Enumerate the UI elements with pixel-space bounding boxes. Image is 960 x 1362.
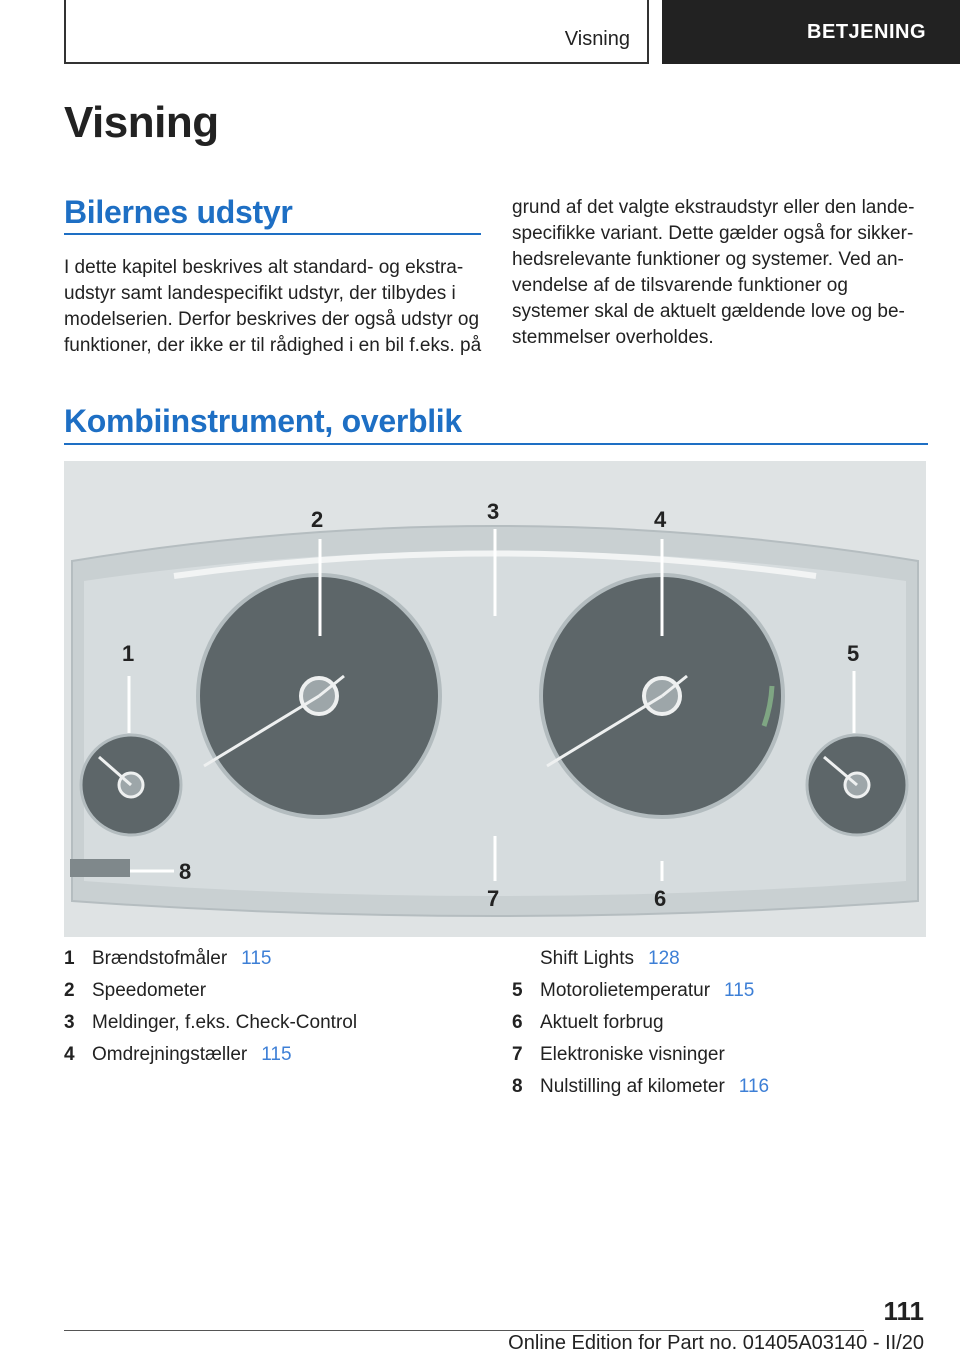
legend-item [512, 1076, 769, 1108]
page-reference-link[interactable]: 115 [724, 980, 755, 1001]
page-reference-link[interactable]: 116 [738, 1076, 770, 1097]
legend-number: 8 [512, 1076, 523, 1097]
legend-right [512, 948, 769, 1108]
legend-item [512, 1012, 769, 1044]
footer-rule [64, 1330, 864, 1331]
section-rule-overview [64, 443, 928, 445]
callout-2: 2 [311, 507, 324, 532]
legend-number: 6 [512, 1012, 523, 1033]
callout-7: 7 [487, 886, 500, 911]
legend-item [64, 1012, 357, 1044]
legend-label: Speedometer [92, 980, 207, 1001]
legend-item [64, 948, 357, 980]
paragraph-col2: grund af det valgte ekstraudstyr eller den lande- specifikke variant. Dette gælder også for sikker- hedsrelevante funktioner og systemer. Ved an- vendelse af de tilsvarende funktioner og systemer skal de aktuelt gældende love og be- stemmelser overholdes. [512, 197, 915, 348]
section-heading-overview: Kombiinstrument, overblik [64, 403, 462, 439]
fuel-gauge [81, 735, 181, 835]
legend-label: Shift Lights [540, 948, 634, 969]
legend-label: Omdrejningstæller [92, 1044, 248, 1065]
header-section-label: Visning [564, 28, 630, 50]
legend-number: 4 [64, 1044, 75, 1065]
legend-label: Nulstilling af kilometer [540, 1076, 725, 1097]
footer-edition-text: Online Edition for Part no. 01405A03140 - II/20 [508, 1332, 924, 1354]
legend-label: Elektroniske visninger [540, 1044, 725, 1065]
callout-6: 6 [654, 886, 667, 911]
callout-5: 5 [847, 641, 860, 666]
legend-item [512, 980, 769, 1012]
section-heading-equipment: Bilernes udstyr [64, 194, 293, 230]
callout-8: 8 [179, 859, 192, 884]
legend-number: 3 [64, 1012, 75, 1033]
page-reference-link[interactable]: 115 [261, 1044, 292, 1065]
legend-number: 7 [512, 1044, 523, 1065]
legend-label: Brændstofmåler [92, 948, 228, 969]
legend-label: Meldinger, f.eks. Check-Control [92, 1012, 358, 1033]
page-title: Visning [64, 98, 219, 147]
legend-item [64, 980, 357, 1012]
callout-3: 3 [487, 499, 500, 524]
oil-temperature-gauge [807, 735, 907, 835]
legend-item [512, 948, 769, 980]
page-reference-link[interactable]: 128 [648, 948, 680, 969]
legend-number: 1 [64, 948, 75, 969]
legend-label: Motorolietemperatur [540, 980, 711, 1001]
page-reference-link[interactable]: 115 [241, 948, 272, 969]
legend-number: 2 [64, 980, 75, 1001]
header-chapter-tab [662, 0, 960, 64]
legend-label: Aktuelt forbrug [540, 1012, 664, 1033]
page-number: 111 [883, 1296, 924, 1326]
legend-item [64, 1044, 357, 1076]
callout-4: 4 [654, 507, 667, 532]
section-rule-equipment [64, 233, 481, 235]
legend-left [64, 948, 357, 1076]
legend-number: 5 [512, 980, 523, 1001]
header-chapter-label: BETJENING [807, 20, 926, 43]
legend-item [512, 1044, 769, 1076]
header-frame [64, 0, 649, 64]
paragraph-col1: I dette kapitel beskrives alt standard- og ekstra- udstyr samt landespecifikt udstyr, der tilbydes i modelserien. Derfor beskrives der også udstyr og funktioner, der ikke er til rådighed i en bil f.eks. på [64, 257, 482, 356]
instrument-cluster-illustration [64, 461, 926, 937]
callout-1: 1 [122, 641, 135, 666]
